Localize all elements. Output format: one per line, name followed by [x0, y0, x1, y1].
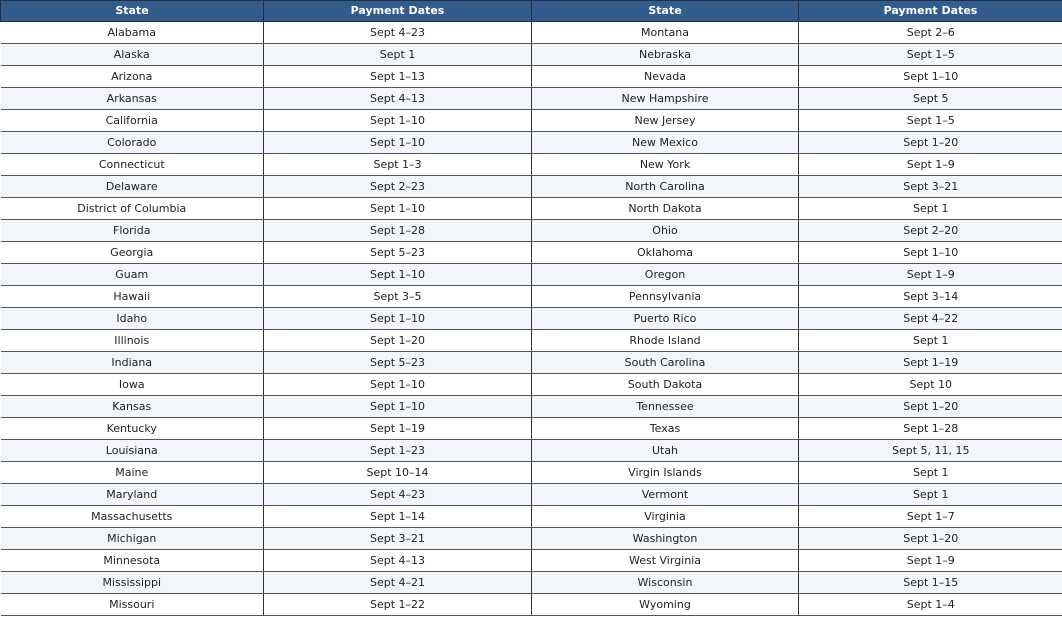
payment-dates-left-cell: Sept 1–10 — [264, 308, 532, 330]
table-header — [1, 1, 1062, 22]
payment-dates-left-cell: Sept 1–10 — [264, 110, 532, 132]
payment-dates-right-cell: Sept 2–20 — [799, 220, 1062, 242]
state-left-cell: Iowa — [1, 374, 264, 396]
state-left-cell: Maryland — [1, 484, 264, 506]
table-row — [1, 220, 1062, 242]
state-left-cell: Delaware — [1, 176, 264, 198]
table-row — [1, 198, 1062, 220]
state-left-cell: District of Columbia — [1, 198, 264, 220]
table-row — [1, 440, 1062, 462]
payment-dates-left-cell: Sept 2–23 — [264, 176, 532, 198]
table-row — [1, 286, 1062, 308]
table-row — [1, 396, 1062, 418]
payment-dates-right-cell: Sept 3–21 — [799, 176, 1062, 198]
payment-dates-right-cell: Sept 1–5 — [799, 110, 1062, 132]
payment-dates-left-cell: Sept 1–20 — [264, 330, 532, 352]
state-left-cell: Missouri — [1, 594, 264, 616]
state-left-cell: Hawaii — [1, 286, 264, 308]
payment-dates-right-cell: Sept 1 — [799, 330, 1062, 352]
state-right-cell: Nebraska — [532, 44, 799, 66]
table-row — [1, 308, 1062, 330]
state-left-cell: Connecticut — [1, 154, 264, 176]
payment-dates-left-cell: Sept 1–22 — [264, 594, 532, 616]
header-row — [1, 1, 1062, 22]
state-right-cell: New York — [532, 154, 799, 176]
state-right-cell: Oklahoma — [532, 242, 799, 264]
header-state-right: State — [532, 1, 799, 22]
table-row — [1, 418, 1062, 440]
state-left-cell: Alaska — [1, 44, 264, 66]
table-row — [1, 330, 1062, 352]
payment-dates-right-cell: Sept 1 — [799, 198, 1062, 220]
header-state-left: State — [1, 1, 264, 22]
state-left-cell: California — [1, 110, 264, 132]
state-left-cell: Maine — [1, 462, 264, 484]
state-right-cell: New Mexico — [532, 132, 799, 154]
table-row — [1, 132, 1062, 154]
payment-dates-left-cell: Sept 1–10 — [264, 198, 532, 220]
header-payment-dates-right: Payment Dates — [799, 1, 1062, 22]
state-left-cell: Florida — [1, 220, 264, 242]
payment-dates-right-cell: Sept 1–5 — [799, 44, 1062, 66]
state-right-cell: Montana — [532, 22, 799, 44]
payment-dates-left-cell: Sept 1–10 — [264, 132, 532, 154]
payment-dates-left-cell: Sept 4–23 — [264, 22, 532, 44]
payment-dates-right-cell: Sept 4–22 — [799, 308, 1062, 330]
state-left-cell: Indiana — [1, 352, 264, 374]
state-left-cell: Idaho — [1, 308, 264, 330]
payment-dates-left-cell: Sept 1–3 — [264, 154, 532, 176]
state-left-cell: Louisiana — [1, 440, 264, 462]
payment-dates-right-cell: Sept 10 — [799, 374, 1062, 396]
payment-dates-right-cell: Sept 1–9 — [799, 264, 1062, 286]
payment-dates-right-cell: Sept 1–9 — [799, 154, 1062, 176]
payment-dates-right-cell: Sept 1–10 — [799, 66, 1062, 88]
state-right-cell: Puerto Rico — [532, 308, 799, 330]
table-row — [1, 594, 1062, 616]
payment-dates-left-cell: Sept 4–13 — [264, 88, 532, 110]
payment-dates-right-cell: Sept 1–7 — [799, 506, 1062, 528]
state-right-cell: Wisconsin — [532, 572, 799, 594]
state-right-cell: Nevada — [532, 66, 799, 88]
state-right-cell: Tennessee — [532, 396, 799, 418]
state-right-cell: New Jersey — [532, 110, 799, 132]
table-row — [1, 484, 1062, 506]
table-row — [1, 88, 1062, 110]
state-left-cell: Kentucky — [1, 418, 264, 440]
table-row — [1, 352, 1062, 374]
state-left-cell: Massachusetts — [1, 506, 264, 528]
table-row — [1, 154, 1062, 176]
table-row — [1, 374, 1062, 396]
payment-dates-left-cell: Sept 1–13 — [264, 66, 532, 88]
payment-dates-right-cell: Sept 1 — [799, 462, 1062, 484]
payment-dates-left-cell: Sept 1–10 — [264, 374, 532, 396]
state-right-cell: Ohio — [532, 220, 799, 242]
payment-dates-left-cell: Sept 1–14 — [264, 506, 532, 528]
payment-dates-left-cell: Sept 4–23 — [264, 484, 532, 506]
state-left-cell: Illinois — [1, 330, 264, 352]
table-row — [1, 506, 1062, 528]
table-row — [1, 242, 1062, 264]
payment-dates-right-cell: Sept 1–28 — [799, 418, 1062, 440]
payment-dates-right-cell: Sept 2–6 — [799, 22, 1062, 44]
state-left-cell: Minnesota — [1, 550, 264, 572]
state-right-cell: Virginia — [532, 506, 799, 528]
table-row — [1, 110, 1062, 132]
state-left-cell: Michigan — [1, 528, 264, 550]
table-row — [1, 66, 1062, 88]
payment-dates-right-cell: Sept 1–15 — [799, 572, 1062, 594]
payment-dates-left-cell: Sept 4–21 — [264, 572, 532, 594]
payment-dates-left-cell: Sept 4–13 — [264, 550, 532, 572]
table-row — [1, 264, 1062, 286]
state-right-cell: South Carolina — [532, 352, 799, 374]
payment-dates-left-cell: Sept 1–28 — [264, 220, 532, 242]
state-right-cell: Oregon — [532, 264, 799, 286]
payment-dates-right-cell: Sept 1–9 — [799, 550, 1062, 572]
state-left-cell: Alabama — [1, 22, 264, 44]
payment-dates-left-cell: Sept 1 — [264, 44, 532, 66]
state-left-cell: Arkansas — [1, 88, 264, 110]
state-left-cell: Arizona — [1, 66, 264, 88]
table-row — [1, 176, 1062, 198]
payment-dates-right-cell: Sept 1–20 — [799, 132, 1062, 154]
state-right-cell: North Dakota — [532, 198, 799, 220]
payment-dates-left-cell: Sept 1–10 — [264, 396, 532, 418]
state-right-cell: West Virginia — [532, 550, 799, 572]
state-right-cell: Virgin Islands — [532, 462, 799, 484]
payment-dates-left-cell: Sept 3–21 — [264, 528, 532, 550]
state-left-cell: Kansas — [1, 396, 264, 418]
payment-dates-right-cell: Sept 1–4 — [799, 594, 1062, 616]
payment-dates-right-cell: Sept 1 — [799, 484, 1062, 506]
payment-dates-left-cell: Sept 5–23 — [264, 352, 532, 374]
state-right-cell: North Carolina — [532, 176, 799, 198]
payment-dates-right-cell: Sept 1–10 — [799, 242, 1062, 264]
payment-dates-right-cell: Sept 1–20 — [799, 528, 1062, 550]
payment-dates-right-cell: Sept 5 — [799, 88, 1062, 110]
state-left-cell: Georgia — [1, 242, 264, 264]
payment-dates-left-cell: Sept 1–10 — [264, 264, 532, 286]
payment-dates-left-cell: Sept 3–5 — [264, 286, 532, 308]
state-right-cell: Washington — [532, 528, 799, 550]
table-row — [1, 572, 1062, 594]
state-right-cell: Wyoming — [532, 594, 799, 616]
state-right-cell: Rhode Island — [532, 330, 799, 352]
payment-dates-left-cell: Sept 10–14 — [264, 462, 532, 484]
payment-dates-left-cell: Sept 5–23 — [264, 242, 532, 264]
payment-dates-right-cell: Sept 3–14 — [799, 286, 1062, 308]
state-left-cell: Mississippi — [1, 572, 264, 594]
state-right-cell: Pennsylvania — [532, 286, 799, 308]
header-payment-dates-left: Payment Dates — [264, 1, 532, 22]
state-right-cell: New Hampshire — [532, 88, 799, 110]
payment-dates-left-cell: Sept 1–23 — [264, 440, 532, 462]
payment-dates-left-cell: Sept 1–19 — [264, 418, 532, 440]
payment-dates-right-cell: Sept 5, 11, 15 — [799, 440, 1062, 462]
table-row — [1, 44, 1062, 66]
payment-dates-right-cell: Sept 1–19 — [799, 352, 1062, 374]
state-right-cell: Texas — [532, 418, 799, 440]
table-row — [1, 528, 1062, 550]
payment-dates-right-cell: Sept 1–20 — [799, 396, 1062, 418]
table-row — [1, 22, 1062, 44]
state-right-cell: Utah — [532, 440, 799, 462]
state-left-cell: Colorado — [1, 132, 264, 154]
table-row — [1, 462, 1062, 484]
state-right-cell: South Dakota — [532, 374, 799, 396]
state-right-cell: Vermont — [532, 484, 799, 506]
table-body — [1, 22, 1062, 616]
table-row — [1, 550, 1062, 572]
state-left-cell: Guam — [1, 264, 264, 286]
